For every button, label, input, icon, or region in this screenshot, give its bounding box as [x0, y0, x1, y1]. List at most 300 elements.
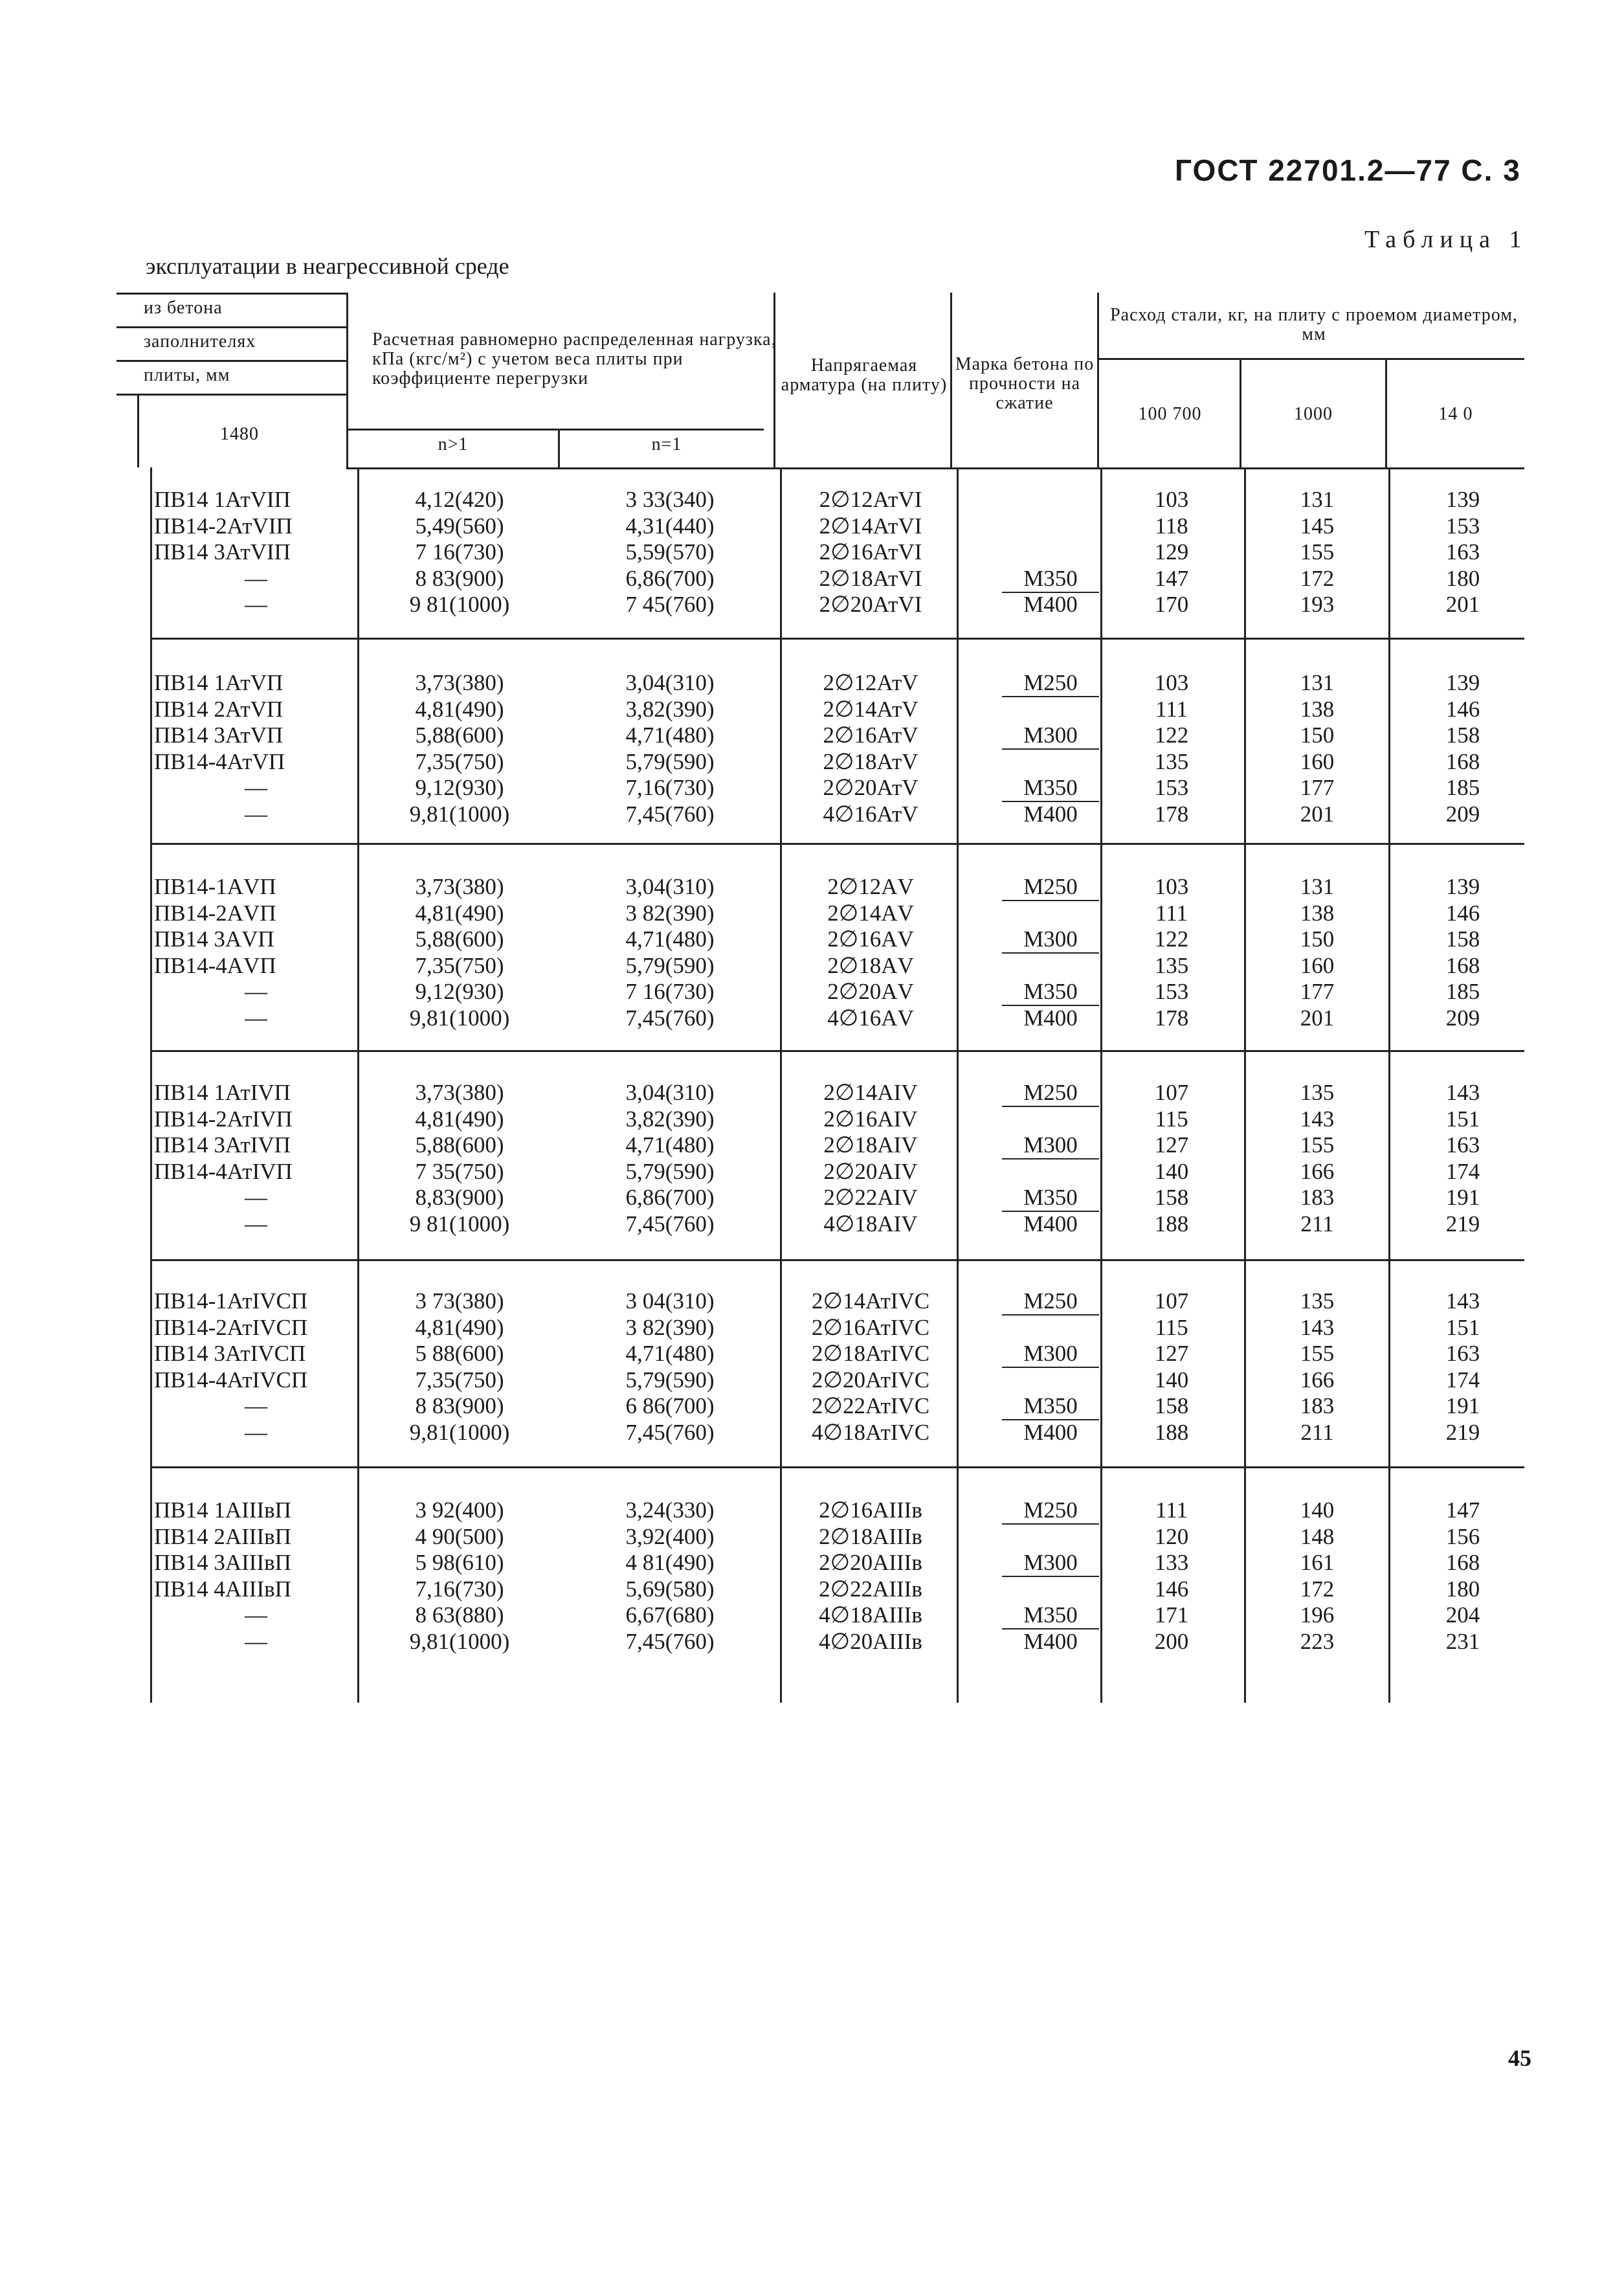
steel-d1400-cell: 231 [1445, 1628, 1480, 1654]
steel-d1000-cell: 131 [1300, 874, 1335, 899]
rebar-column [783, 874, 958, 1031]
rebar-cell: 2∅16АтV [823, 722, 918, 748]
load-n-gt-1-cell: 7,16(730) [415, 1576, 504, 1602]
plate-name-cell: ПВ14 3АтVIП [154, 539, 291, 565]
plate-name-column [154, 670, 342, 827]
load-n-eq-1-cell: 5,79(590) [625, 1367, 715, 1393]
steel-d1400-cell: 168 [1445, 952, 1480, 978]
steel-d1000-cell: 143 [1300, 1314, 1335, 1340]
steel-d1000-cell: 135 [1300, 1080, 1335, 1105]
steel-d1000-cell: 183 [1300, 1393, 1335, 1418]
header-left-1: из бетона [144, 298, 223, 318]
steel-d1400-cell: 191 [1445, 1393, 1480, 1418]
load-n-gt-1-cell: 9,12(930) [415, 979, 504, 1004]
steel-d1400-cell: 163 [1445, 539, 1480, 565]
steel-d1000-cell: 196 [1300, 1602, 1335, 1628]
steel-d1400-cell: 139 [1445, 487, 1480, 512]
load-n-gt-1-column [362, 874, 557, 1031]
steel-d1400-cell: 147 [1445, 1497, 1480, 1523]
plate-name-cell: — [245, 801, 267, 827]
steel-d100-cell: 178 [1154, 801, 1189, 827]
header-steel: Расход стали, кг, на плиту с проемом диаметром, мм [1110, 305, 1518, 344]
rebar-cell: 2∅16АIV [823, 1106, 918, 1132]
plate-name-cell: ПВ14-1АтIVСП [154, 1288, 308, 1314]
header-line [117, 293, 346, 295]
load-n-eq-1-cell: 7,45(760) [625, 1211, 715, 1237]
steel-d1400-cell: 174 [1445, 1158, 1480, 1184]
concrete-grade: М250 [1002, 670, 1099, 697]
steel-d100-cell: 127 [1154, 1341, 1189, 1366]
steel-d1400-cell: 153 [1445, 513, 1480, 539]
steel-d1000-cell: 131 [1300, 670, 1335, 695]
concrete-grade: М400 [1023, 1419, 1078, 1445]
load-n-eq-1-column [570, 1080, 770, 1237]
group-separator [150, 638, 1524, 640]
concrete-grade: М400 [1023, 801, 1078, 827]
rebar-cell: 2∅14АV [827, 900, 914, 926]
load-n-eq-1-cell: 6 86(700) [625, 1393, 715, 1418]
steel-d100-cell: 188 [1154, 1211, 1189, 1237]
steel-d100-cell: 129 [1154, 539, 1189, 565]
steel-d100-cell: 135 [1154, 952, 1189, 978]
steel-d100-cell: 118 [1155, 513, 1188, 539]
header-reinforcement: Напрягаемая арматура (на плиту) [781, 355, 948, 395]
rebar-cell: 2∅22АIIIв [819, 1576, 922, 1602]
steel-d1400-cell: 163 [1445, 1341, 1480, 1366]
steel-d1000-cell: 183 [1300, 1185, 1335, 1210]
steel-d100-cell: 122 [1154, 926, 1189, 952]
load-n-eq-1-column [570, 487, 770, 618]
steel-d100-cell: 115 [1155, 1106, 1188, 1132]
concrete-grade: М250 [1002, 874, 1099, 901]
steel-d100-column [1100, 1497, 1243, 1655]
steel-d1000-cell: 211 [1300, 1419, 1334, 1445]
steel-d1400-cell: 185 [1445, 979, 1480, 1004]
steel-d1000-cell: 193 [1300, 592, 1335, 617]
load-n-gt-1-cell: 7,35(750) [415, 748, 504, 774]
group-separator [150, 1050, 1524, 1052]
steel-d1000-column [1246, 1497, 1388, 1655]
concrete-grade: М300 [1002, 1550, 1099, 1577]
rebar-cell: 4∅18АIV [823, 1211, 918, 1237]
steel-d100-cell: 122 [1154, 722, 1189, 748]
steel-d1000-column [1246, 670, 1388, 827]
plate-name-cell: ПВ14-2АтIVСП [154, 1314, 308, 1340]
steel-d100-cell: 127 [1154, 1132, 1189, 1158]
load-n-eq-1-column [570, 670, 770, 827]
steel-d1400-cell: 139 [1445, 670, 1480, 695]
rebar-column [783, 670, 958, 827]
plate-name-cell: — [245, 592, 267, 617]
load-n-eq-1-cell: 7,45(760) [625, 1628, 715, 1654]
steel-d1400-cell: 146 [1445, 900, 1480, 926]
rebar-column [783, 1497, 958, 1655]
column-divider [950, 293, 952, 467]
plate-name-column [154, 1497, 342, 1655]
rebar-column [783, 1080, 958, 1237]
load-n-eq-1-cell: 3 33(340) [625, 487, 715, 512]
concrete-grade: М300 [1002, 926, 1099, 954]
load-n-gt-1-cell: 4,81(490) [415, 1106, 504, 1132]
load-n-eq-1-cell: 4 81(490) [625, 1550, 715, 1575]
load-n-gt-1-column [362, 670, 557, 827]
plate-name-cell: — [245, 1419, 267, 1445]
load-n-gt-1-cell: 5,88(600) [415, 1132, 504, 1158]
load-n-eq-1-cell: 4,71(480) [625, 926, 715, 952]
plate-name-cell: ПВ14-4АтIVП [154, 1158, 293, 1184]
steel-d1400-column [1392, 1288, 1534, 1446]
load-n-gt-1-cell: 7,35(750) [415, 1367, 504, 1393]
column-divider [137, 394, 139, 467]
load-n-gt-1-cell: 5,49(560) [415, 513, 504, 539]
column-divider [780, 467, 782, 1703]
steel-d100-cell: 188 [1154, 1419, 1189, 1445]
steel-d100-cell: 120 [1154, 1523, 1189, 1549]
steel-d100-cell: 158 [1154, 1393, 1189, 1418]
load-n-gt-1-cell: 8 83(900) [415, 1393, 504, 1418]
steel-d1400-cell: 156 [1445, 1523, 1480, 1549]
load-n-gt-1-cell: 9,81(1000) [409, 1419, 510, 1445]
steel-d1000-cell: 166 [1300, 1367, 1335, 1393]
steel-d100-cell: 103 [1154, 874, 1189, 899]
rebar-cell: 2∅14АтV [823, 696, 918, 722]
steel-d1000-cell: 148 [1300, 1523, 1335, 1549]
plate-name-cell: ПВ14-4АтIVСП [154, 1367, 308, 1393]
steel-d1000-cell: 145 [1300, 513, 1335, 539]
concrete-grade: М300 [1002, 722, 1099, 750]
steel-d1000-cell: 160 [1300, 748, 1335, 774]
load-n-eq-1-cell: 7 45(760) [625, 592, 715, 617]
concrete-grade: М400 [1023, 1211, 1078, 1237]
steel-d100-cell: 103 [1154, 487, 1189, 512]
rebar-cell: 2∅12АтV [823, 670, 918, 695]
steel-d100-cell: 111 [1155, 1497, 1188, 1523]
plate-name-cell: ПВ14 1АIIIвП [154, 1497, 291, 1523]
group-separator [150, 1259, 1524, 1261]
header-left-4: 1480 [220, 424, 259, 444]
steel-d1400-cell: 219 [1445, 1419, 1480, 1445]
steel-d100-cell: 107 [1154, 1080, 1189, 1105]
concrete-grade: М350 [1002, 1393, 1099, 1420]
steel-d1400-cell: 163 [1445, 1132, 1480, 1158]
rebar-cell: 4∅18АтIVС [811, 1419, 930, 1445]
load-n-eq-1-cell: 4,71(480) [625, 1341, 715, 1366]
steel-d1400-column [1392, 1497, 1534, 1655]
header-steel-d1: 100 700 [1138, 404, 1202, 424]
rebar-cell: 2∅20АV [827, 979, 914, 1004]
load-n-eq-1-cell: 7,45(760) [625, 801, 715, 827]
load-n-gt-1-cell: 7 35(750) [415, 1158, 504, 1184]
column-divider [346, 293, 348, 467]
column-divider [150, 467, 152, 1703]
rebar-cell: 2∅22АтIVС [811, 1393, 930, 1418]
steel-d1000-cell: 211 [1300, 1211, 1334, 1237]
steel-d1400-column [1392, 1080, 1534, 1237]
steel-d1000-cell: 155 [1300, 1341, 1335, 1366]
plate-name-cell: ПВ14 1АтVП [154, 670, 284, 695]
steel-d1000-cell: 172 [1300, 1576, 1335, 1602]
header-left-2: заполнителях [144, 331, 256, 352]
load-n-gt-1-cell: 9,81(1000) [409, 801, 510, 827]
load-n-gt-1-cell: 4,81(490) [415, 1314, 504, 1340]
load-n-gt-1-cell: 5,88(600) [415, 926, 504, 952]
steel-d1000-cell: 166 [1300, 1158, 1335, 1184]
load-n-eq-1-cell: 5,79(590) [625, 748, 715, 774]
rebar-cell: 2∅12АтVI [819, 487, 922, 512]
plate-name-column [154, 487, 342, 618]
load-n-gt-1-column [362, 1497, 557, 1655]
steel-d1400-cell: 151 [1445, 1106, 1480, 1132]
steel-d100-cell: 153 [1154, 775, 1189, 800]
rebar-cell: 2∅18АIIIв [819, 1523, 922, 1549]
steel-d1000-column [1246, 1288, 1388, 1446]
rebar-cell: 2∅16АтVI [819, 539, 922, 565]
steel-d1400-cell: 185 [1445, 775, 1480, 800]
plate-name-column [154, 1288, 342, 1446]
steel-d1000-cell: 177 [1300, 979, 1335, 1004]
load-n-gt-1-cell: 8 63(880) [415, 1602, 504, 1628]
steel-d1400-cell: 209 [1445, 1005, 1480, 1031]
rebar-cell: 2∅16АV [827, 926, 914, 952]
header-steel-d3: 14 0 [1438, 404, 1473, 424]
plate-name-cell: — [245, 1602, 267, 1628]
plate-name-column [154, 1080, 342, 1237]
column-divider [1388, 467, 1390, 1703]
rebar-cell: 4∅16АV [827, 1005, 914, 1031]
steel-d1400-cell: 158 [1445, 926, 1480, 952]
rebar-cell: 2∅22АIV [823, 1185, 918, 1210]
steel-d100-cell: 135 [1154, 748, 1189, 774]
plate-name-cell: ПВ14-2АтIVП [154, 1106, 293, 1132]
steel-d1000-cell: 201 [1300, 1005, 1335, 1031]
steel-d1000-cell: 172 [1300, 565, 1335, 591]
plate-name-cell: ПВ14 2АтVП [154, 696, 284, 722]
steel-d1400-cell: 204 [1445, 1602, 1480, 1628]
header-concrete: Марка бетона по прочности на сжатие [955, 354, 1095, 413]
steel-d1400-cell: 219 [1445, 1211, 1480, 1237]
steel-d1000-cell: 223 [1300, 1628, 1335, 1654]
rebar-cell: 4∅16АтV [823, 801, 918, 827]
steel-d1000-column [1246, 487, 1388, 618]
column-divider [357, 467, 359, 1703]
steel-d1400-cell: 180 [1445, 565, 1480, 591]
steel-d100-cell: 147 [1154, 565, 1189, 591]
concrete-grade: М350 [1002, 1185, 1099, 1212]
plate-name-cell: — [245, 775, 267, 800]
plate-name-cell: ПВ14-2АVП [154, 900, 276, 926]
rebar-cell: 2∅18АтIVС [811, 1341, 930, 1366]
plate-name-cell: — [245, 1628, 267, 1654]
steel-d1400-cell: 151 [1445, 1314, 1480, 1340]
rebar-cell: 2∅12АV [827, 874, 914, 899]
steel-d100-cell: 171 [1154, 1602, 1189, 1628]
header-load-sub2: n=1 [651, 434, 682, 454]
steel-d1000-cell: 138 [1300, 900, 1335, 926]
steel-d1400-cell: 158 [1445, 722, 1480, 748]
rebar-cell: 2∅14АIV [823, 1080, 918, 1105]
load-n-gt-1-cell: 9,81(1000) [409, 1628, 510, 1654]
load-n-eq-1-cell: 6,86(700) [625, 1185, 715, 1210]
rebar-cell: 2∅20АтVI [819, 592, 922, 617]
load-n-gt-1-cell: 3,73(380) [415, 1080, 504, 1105]
load-n-eq-1-cell: 6,86(700) [625, 565, 715, 591]
header-bottom-line [346, 467, 1524, 469]
steel-d1400-cell: 191 [1445, 1185, 1480, 1210]
steel-d1400-cell: 174 [1445, 1367, 1480, 1393]
steel-d100-cell: 111 [1155, 696, 1188, 722]
header-line [117, 394, 346, 396]
load-n-gt-1-cell: 8,83(900) [415, 1185, 504, 1210]
rebar-cell: 2∅16АIIIв [819, 1497, 922, 1523]
header-line [117, 360, 346, 362]
steel-d100-column [1100, 874, 1243, 1031]
load-n-eq-1-cell: 3,24(330) [625, 1497, 715, 1523]
steel-d100-column [1100, 670, 1243, 827]
group-separator [150, 1466, 1524, 1468]
load-n-gt-1-cell: 5,88(600) [415, 722, 504, 748]
steel-d1000-column [1246, 874, 1388, 1031]
rebar-cell: 2∅16АтIVС [811, 1314, 930, 1340]
plate-name-cell: — [245, 1211, 267, 1237]
load-n-gt-1-cell: 5 88(600) [415, 1341, 504, 1366]
load-n-gt-1-column [362, 1080, 557, 1237]
load-n-gt-1-cell: 9,81(1000) [409, 1005, 510, 1031]
rebar-cell: 2∅18АIV [823, 1132, 918, 1158]
concrete-grade: М350 [1002, 775, 1099, 802]
rebar-cell: 2∅18АV [827, 952, 914, 978]
load-n-eq-1-cell: 5,59(570) [625, 539, 715, 565]
header-load: Расчетная равномерно распределенная нагрузка, кПа (кгс/м²) с учетом веса плиты при коэффициенте перегрузки [372, 330, 777, 388]
plate-name-cell: ПВ14-4АтVП [154, 748, 285, 774]
plate-name-cell: ПВ14-4АVП [154, 952, 276, 978]
header-steel-d2: 1000 [1294, 404, 1333, 424]
concrete-grade: М300 [1002, 1341, 1099, 1368]
steel-d100-cell: 115 [1155, 1314, 1188, 1340]
load-n-gt-1-cell: 3 92(400) [415, 1497, 504, 1523]
concrete-grade: М250 [1002, 1288, 1099, 1316]
concrete-grade: М350 [1002, 566, 1099, 593]
rebar-cell: 2∅20АIV [823, 1158, 918, 1184]
rebar-cell: 2∅14АтVI [819, 513, 922, 539]
concrete-grade: М250 [1002, 1080, 1099, 1107]
steel-d1000-cell: 150 [1300, 722, 1335, 748]
steel-d100-cell: 140 [1154, 1367, 1189, 1393]
group-separator [150, 843, 1524, 845]
plate-name-cell: ПВ14-1АVП [154, 874, 276, 899]
rebar-column [783, 1288, 958, 1446]
load-n-eq-1-cell: 3 04(310) [625, 1288, 715, 1314]
steel-d1000-cell: 160 [1300, 952, 1335, 978]
steel-d1000-cell: 201 [1300, 801, 1335, 827]
steel-d1400-cell: 168 [1445, 748, 1480, 774]
rebar-cell: 2∅18АтVI [819, 565, 922, 591]
header-line [1097, 358, 1524, 360]
load-n-eq-1-cell: 3,92(400) [625, 1523, 715, 1549]
steel-d100-cell: 200 [1154, 1628, 1189, 1654]
steel-d100-cell: 107 [1154, 1288, 1189, 1314]
plate-name-cell: ПВ14 1АтIVП [154, 1080, 291, 1105]
rebar-cell: 4∅18АIIIв [819, 1602, 922, 1628]
plate-name-cell: — [245, 1005, 267, 1031]
load-n-eq-1-cell: 7,45(760) [625, 1005, 715, 1031]
rebar-column [783, 487, 958, 618]
steel-d1000-cell: 135 [1300, 1288, 1335, 1314]
rebar-cell: 2∅18АтV [823, 748, 918, 774]
steel-d1400-column [1392, 874, 1534, 1031]
load-n-eq-1-cell: 5,79(590) [625, 952, 715, 978]
steel-d100-column [1100, 1080, 1243, 1237]
steel-d1400-cell: 146 [1445, 696, 1480, 722]
load-n-eq-1-column [570, 1497, 770, 1655]
steel-d1000-cell: 131 [1300, 487, 1335, 512]
steel-d1000-cell: 177 [1300, 775, 1335, 800]
steel-d1000-column [1246, 1080, 1388, 1237]
steel-d100-column [1100, 1288, 1243, 1446]
plate-name-cell: ПВ14 4АIIIвП [154, 1576, 291, 1602]
load-n-eq-1-cell: 6,67(680) [625, 1602, 715, 1628]
table-label: Таблица 1 [1364, 226, 1528, 253]
steel-d100-cell: 133 [1154, 1550, 1189, 1575]
concrete-grade: М400 [1023, 592, 1078, 617]
plate-name-cell: — [245, 1185, 267, 1210]
plate-name-cell: ПВ14 3АтIVСП [154, 1341, 306, 1366]
load-n-gt-1-cell: 3,73(380) [415, 670, 504, 695]
steel-d1000-cell: 143 [1300, 1106, 1335, 1132]
concrete-grade: М250 [1002, 1497, 1099, 1525]
concrete-grade: М300 [1002, 1132, 1099, 1159]
load-n-eq-1-cell: 4,71(480) [625, 1132, 715, 1158]
load-n-gt-1-cell: 4,81(490) [415, 900, 504, 926]
load-n-gt-1-cell: 4 90(500) [415, 1523, 504, 1549]
steel-d1000-cell: 138 [1300, 696, 1335, 722]
load-n-gt-1-cell: 4,81(490) [415, 696, 504, 722]
steel-d1000-cell: 161 [1300, 1550, 1335, 1575]
steel-d1400-cell: 180 [1445, 1576, 1480, 1602]
header-left-3: плиты, мм [144, 365, 230, 385]
rebar-cell: 2∅20АтIVС [811, 1367, 930, 1393]
rebar-cell: 2∅20АIIIв [819, 1550, 922, 1575]
steel-d100-cell: 111 [1155, 900, 1188, 926]
plate-name-cell: ПВ14 2АIIIвП [154, 1523, 291, 1549]
load-n-eq-1-cell: 3,04(310) [625, 670, 715, 695]
load-n-gt-1-cell: 4,12(420) [415, 487, 504, 512]
plate-name-cell: — [245, 979, 267, 1004]
load-n-gt-1-column [362, 487, 557, 618]
header-line [117, 326, 346, 328]
steel-d100-cell: 146 [1154, 1576, 1189, 1602]
load-n-eq-1-column [570, 874, 770, 1031]
load-n-gt-1-cell: 3,73(380) [415, 874, 504, 899]
rebar-cell: 2∅20АтV [823, 775, 918, 800]
load-n-eq-1-cell: 5,69(580) [625, 1576, 715, 1602]
plate-name-cell: ПВ14 1АтVIП [154, 487, 291, 512]
steel-d100-cell: 140 [1154, 1158, 1189, 1184]
load-n-gt-1-cell: 9,12(930) [415, 775, 504, 800]
steel-d100-cell: 178 [1154, 1005, 1189, 1031]
steel-d1400-column [1392, 487, 1534, 618]
steel-d1000-cell: 140 [1300, 1497, 1335, 1523]
steel-d1000-cell: 155 [1300, 1132, 1335, 1158]
steel-d1400-column [1392, 670, 1534, 827]
load-n-gt-1-cell: 7,35(750) [415, 952, 504, 978]
load-n-eq-1-cell: 5,79(590) [625, 1158, 715, 1184]
steel-d1000-cell: 155 [1300, 539, 1335, 565]
load-n-gt-1-cell: 9 81(1000) [409, 592, 510, 617]
rebar-cell: 4∅20АIIIв [819, 1628, 922, 1654]
load-n-eq-1-cell: 7,16(730) [625, 775, 715, 800]
column-divider [1097, 293, 1099, 467]
steel-d100-cell: 170 [1154, 592, 1189, 617]
